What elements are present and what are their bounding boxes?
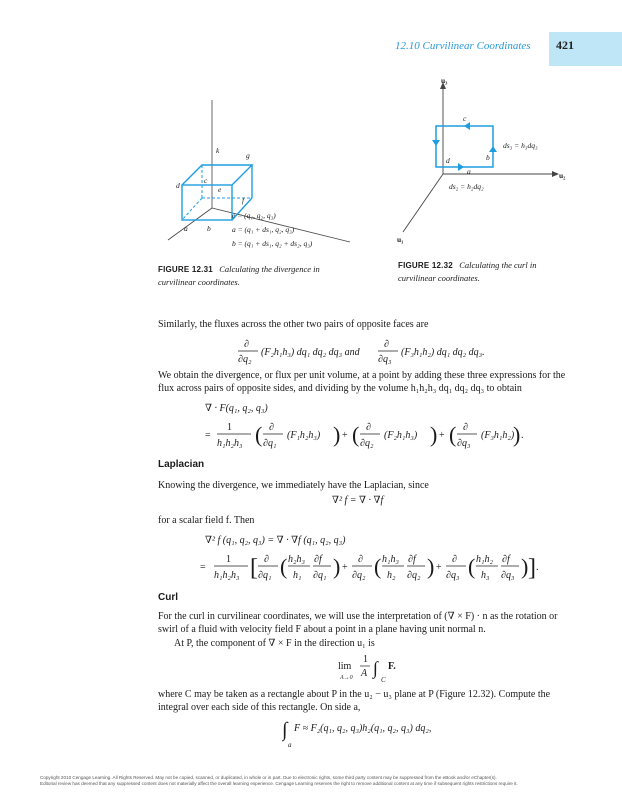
svg-text:+: + (436, 562, 442, 573)
laplacian-definition: ∇² f = ∇ · ∇f (332, 495, 384, 506)
equation-curl-limit (338, 652, 428, 686)
svg-text:(: ( (352, 422, 360, 447)
svg-text:): ) (333, 422, 341, 447)
lap-h3: h₃ (481, 570, 490, 581)
svg-text:∫: ∫ (373, 658, 378, 678)
svg-text:): ) (333, 554, 341, 579)
figure-12-32-label: FIGURE 12.32 (398, 261, 453, 270)
figure-12-31-caption (158, 263, 348, 288)
svg-text:∫: ∫ (282, 719, 288, 741)
figure-12-32-caption (398, 259, 573, 284)
lap-h123: h₁h₂h₃ (214, 570, 240, 581)
curl-C: C (381, 676, 386, 684)
lap-dq1: ∂q₁ (258, 570, 272, 581)
svg-text:+: + (342, 430, 348, 441)
fig32-ds2: ds₂ = h₂dq₂ (449, 182, 484, 191)
svg-text:(: ( (255, 422, 263, 447)
svg-text:): ) (521, 554, 529, 579)
lap-dq2-b: ∂q₂ (407, 570, 421, 581)
lap-df-1: ∂f (314, 554, 322, 565)
lap-df-3: ∂f (502, 554, 510, 565)
lap-dq3-b: ∂q₃ (501, 570, 515, 581)
figure-12-32-caption-text: Calculating the curl in curvilinear coordinates. (398, 260, 537, 283)
div-dq2: ∂q₂ (360, 438, 374, 449)
figure-12-31 (150, 90, 350, 260)
curl-one: 1 (363, 654, 368, 665)
fig32-axis-u2: u₂ (559, 171, 566, 180)
div-equals: = (205, 430, 211, 441)
fig31-label-a: a (184, 224, 188, 233)
svg-text:): ) (513, 422, 521, 447)
svg-text:+: + (342, 562, 348, 573)
fig31-point-e: e = (q₁, q₂, q₃) (232, 211, 276, 220)
curl-F: F. (388, 661, 396, 672)
divergence-lhs: ∇ · F(q₁, q₂, q₃) (205, 403, 268, 414)
fig32-axis-u1: u₁ (397, 235, 404, 244)
fig31-point-b: b = (q₁ + ds₁, q₂ + ds₂, q₃) (232, 239, 313, 248)
lap-df-2: ∂f (408, 554, 416, 565)
paragraph-fluxes: Similarly, the fluxes across the other two pairs of opposite faces are (158, 319, 429, 330)
eq1-partial-top-2: ∂ (384, 339, 389, 350)
fig32-side-a: a (467, 167, 471, 176)
laplacian-heading: Laplacian (158, 459, 205, 470)
lap-equals: = (200, 562, 206, 573)
eq1-partial-top-1: ∂ (244, 339, 249, 350)
lap-partial-1: ∂ (264, 554, 269, 565)
paragraph-rectangle: where C may be taken as a rectangle about P in the u₂ − u₃ plane at P (Figure 12.32). Compute the integral over each side of this rectangle. On side a, (158, 689, 551, 713)
div-term-1: (F₁h₂h₃) (287, 430, 321, 441)
lap-h2h3: h₂h₃ (288, 554, 305, 565)
fig32-side-b: b (486, 153, 490, 162)
curl-A: A (361, 668, 368, 679)
lap-dq3: ∂q₃ (446, 570, 460, 581)
figure-12-32 (385, 74, 570, 249)
figure-12-31-label: FIGURE 12.31 (158, 265, 213, 274)
eq1-left-term: (F₂h₁h₃) dq₁ dq₂ dq₃ and (261, 347, 360, 358)
paragraph-curl: For the curl in curvilinear coordinates, we will use the interpretation of (∇ × F) · n as the rotation or swirl of a fluid with velocity field F about a point in a plane having unit normal n. (158, 611, 558, 635)
side-a-expression: F ≈ F₂(q₁, q₂, q₃)h₂(q₁, q₂, q₃) dq₂, (294, 723, 432, 734)
div-term-3: (F₃h₁h₂) (481, 430, 515, 441)
svg-text:(: ( (280, 554, 288, 579)
div-partial-1: ∂ (269, 422, 274, 433)
div-dq3: ∂q₃ (457, 438, 471, 449)
copyright-line-2: Editorial review has deemed that any suppressed content does not materially affect the overall learning experience. Cengage Learning reserves the right to remove additional content at any time if subsequent rights restrictions require it. (40, 781, 518, 786)
lap-partial-2: ∂ (358, 554, 363, 565)
fig32-axis-u3: u₃ (441, 76, 448, 85)
fig32-side-d: d (446, 156, 450, 165)
equation-side-a (282, 716, 502, 750)
fig32-side-c: c (463, 114, 467, 123)
lap-one: 1 (226, 554, 231, 565)
fig31-label-k: k (216, 146, 220, 155)
lap-partial-3: ∂ (452, 554, 457, 565)
svg-text:.: . (536, 562, 539, 573)
svg-text:[: [ (250, 555, 258, 581)
running-title: 12.10 Curvilinear Coordinates (395, 40, 531, 52)
side-a-sub: a (288, 741, 292, 749)
laplacian-lhs: ∇² f (q₁, q₂, q₃) = ∇ · ∇f (q₁, q₂, q₃) (205, 535, 346, 546)
lap-dq1-b: ∂q₁ (313, 570, 327, 581)
svg-text:+: + (439, 430, 445, 441)
fig31-label-c: c (204, 176, 208, 185)
svg-text:): ) (427, 554, 435, 579)
page-number: 421 (556, 38, 574, 52)
fig31-label-d: d (176, 181, 180, 190)
fig31-point-a: a = (q₁ + ds₁, q₂, q₃) (232, 225, 295, 234)
curl-heading: Curl (158, 592, 178, 603)
svg-text:(: ( (374, 554, 382, 579)
svg-text:.: . (521, 430, 524, 441)
paragraph-scalar-field: for a scalar field f. Then (158, 515, 255, 526)
div-partial-2: ∂ (366, 422, 371, 433)
lap-h1h3: h₁h₃ (382, 554, 399, 565)
equation-laplacian (200, 546, 540, 590)
equation-divergence (205, 414, 525, 458)
div-one: 1 (227, 422, 232, 433)
lap-h1h2: h₁h₂ (476, 554, 493, 565)
paragraph-component: At P, the component of ∇ × F in the direction u₁ is (174, 638, 375, 649)
div-h123: h₁h₂h₃ (217, 438, 243, 449)
fig32-ds3: ds₃ = h₃dq₃ (503, 141, 538, 150)
copyright-footer (40, 775, 600, 787)
lap-h2: h₂ (387, 570, 396, 581)
paragraph-divergence: We obtain the divergence, or flux per unit volume, at a point by adding these three expressions for the flux across pairs of opposite sides, and dividing by the volume h₁h₂h₃ dq₁ dq₂ dq₃ to obtain (158, 370, 566, 394)
eq1-denominator-1: ∂q₂ (238, 354, 252, 365)
lap-h1: h₁ (293, 570, 302, 581)
eq1-right-term: (F₃h₁h₂) dq₁ dq₂ dq₃. (401, 347, 485, 358)
div-partial-3: ∂ (463, 422, 468, 433)
svg-text:(: ( (449, 422, 457, 447)
copyright-line-1: Copyright 2010 Cengage Learning. All Rights Reserved. May not be copied, scanned, or duplicated, in whole or in part. Due to electronic rights, some third party content may be suppressed from the eBook and/or eChapter(s). (40, 775, 497, 780)
fig31-label-b: b (207, 224, 211, 233)
paragraph-laplacian: Knowing the divergence, we immediately have the Laplacian, since (158, 480, 429, 491)
lap-dq2: ∂q₂ (352, 570, 366, 581)
svg-text:(: ( (468, 554, 476, 579)
figure-12-31-caption-text: Calculating the divergence in curvilinear coordinates. (158, 264, 320, 287)
curl-lim: lim (338, 661, 352, 672)
fig31-label-e: e (218, 185, 222, 194)
div-term-2: (F₂h₁h₃) (384, 430, 418, 441)
eq1-denominator-2: ∂q₃ (378, 354, 392, 365)
equation-fluxes (238, 336, 518, 366)
fig31-label-g: g (246, 151, 250, 160)
fig31-label-f: f (242, 196, 245, 205)
svg-text:]: ] (528, 555, 536, 581)
curl-lim-sub: A→0 (340, 675, 353, 681)
svg-text:): ) (430, 422, 438, 447)
div-dq1: ∂q₁ (263, 438, 277, 449)
